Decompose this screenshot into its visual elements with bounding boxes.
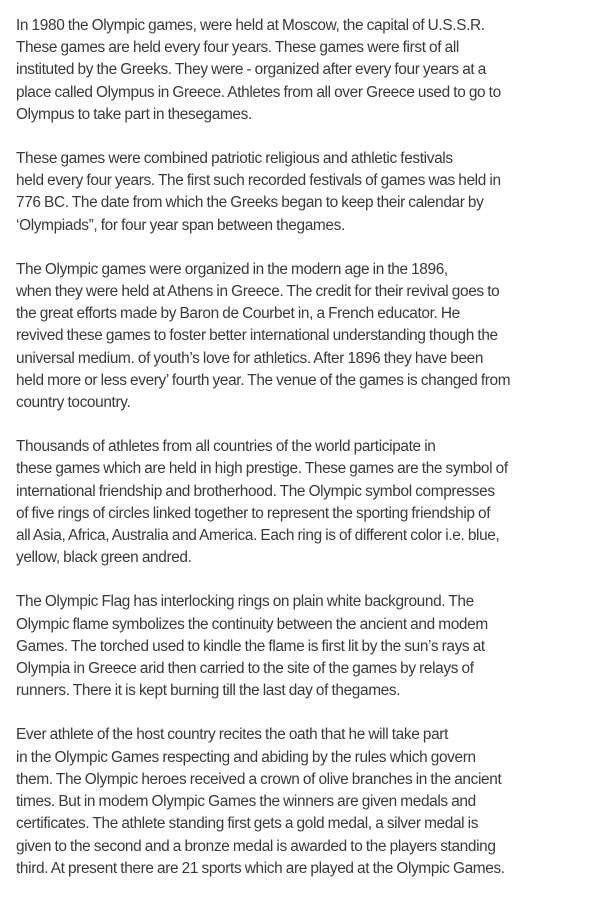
text-line: place called Olympus in Greece. Athletes from all over Greece used to go to	[16, 83, 501, 101]
text-line: in the Olympic Games respecting and abiding by the rules which govern	[16, 748, 476, 766]
paragraph-oath-and-medals	[16, 724, 584, 879]
text-line: Olympia in Greece arid then carried to the site of the games by relays of	[16, 660, 474, 678]
text-line: Olympic flame symbolizes the continuity between the ancient and modem	[16, 615, 488, 633]
text-line: Ever athlete of the host country recites the oath that he will take part	[16, 726, 448, 744]
paragraph-olympic-symbol	[16, 436, 584, 569]
text-line: when they were held at Athens in Greece. The credit for their revival goes to	[16, 283, 500, 301]
paragraph-modern-revival	[16, 259, 584, 414]
text-line: Thousands of athletes from all countries of the world participate in	[16, 438, 436, 456]
text-line: Olympus to take part in thesegames.	[16, 105, 252, 123]
text-line: country tocountry.	[16, 394, 131, 412]
text-line: times. But in modem Olympic Games the winners are given medals and	[16, 793, 476, 811]
text-line: universal medium. of youth’s love for athletics. After 1896 they have been	[16, 349, 484, 367]
paragraph-flag-and-flame	[16, 591, 584, 702]
text-line: yellow, black green andred.	[16, 549, 192, 567]
text-line: these games which are held in high prestige. These games are the symbol of	[16, 460, 508, 478]
text-line: The Olympic games were organized in the modern age in the 1896,	[16, 260, 448, 278]
text-line: Games. The torched used to kindle the flame is first lit by the sun’s rays at	[16, 637, 485, 655]
text-line: the great efforts made by Baron de Courbet in, a French educator. He	[16, 305, 460, 323]
text-line: them. The Olympic heroes received a crown of olive branches in the ancient	[16, 770, 502, 788]
text-line: all Asia, Africa, Australia and America. Each ring is of different color i.e. blue,	[16, 527, 500, 545]
text-line: certificates. The athlete standing first gets a gold medal, a silver medal is	[16, 815, 479, 833]
text-line: The Olympic Flag has interlocking rings on plain white background. The	[16, 593, 474, 611]
text-line: of five rings of circles linked together to represent the sporting friendship of	[16, 504, 491, 522]
text-line: ‘Olympiads”, for four year span between thegames.	[16, 216, 345, 234]
text-line: revived these games to foster better international understanding though the	[16, 327, 498, 345]
paragraph-1980-moscow	[16, 15, 584, 126]
text-line: These games are held every four years. These games were first of all	[16, 39, 459, 57]
text-line: runners. There it is kept burning till the last day of thegames.	[16, 682, 401, 700]
text-line: third. At present there are 21 sports which are played at the Olympic Games.	[16, 859, 505, 877]
text-line: given to the second and a bronze medal is awarded to the players standing	[16, 837, 496, 855]
text-line: instituted by the Greeks. They were - organized after every four years at a	[16, 61, 486, 79]
text-line: held every four years. The first such recorded festivals of games was held in	[16, 172, 501, 190]
text-line: In 1980 the Olympic games, were held at Moscow, the capital of U.S.S.R.	[16, 17, 485, 34]
text-line: These games were combined patriotic religious and athletic festivals	[16, 150, 453, 168]
text-line: international friendship and brotherhood. The Olympic symbol compresses	[16, 482, 495, 500]
paragraph-ancient-festivals	[16, 148, 584, 237]
text-line: 776 BC. The date from which the Greeks began to keep their calendar by	[16, 194, 484, 212]
text-line: held more or less every’ fourth year. The venue of the games is changed from	[16, 371, 511, 389]
